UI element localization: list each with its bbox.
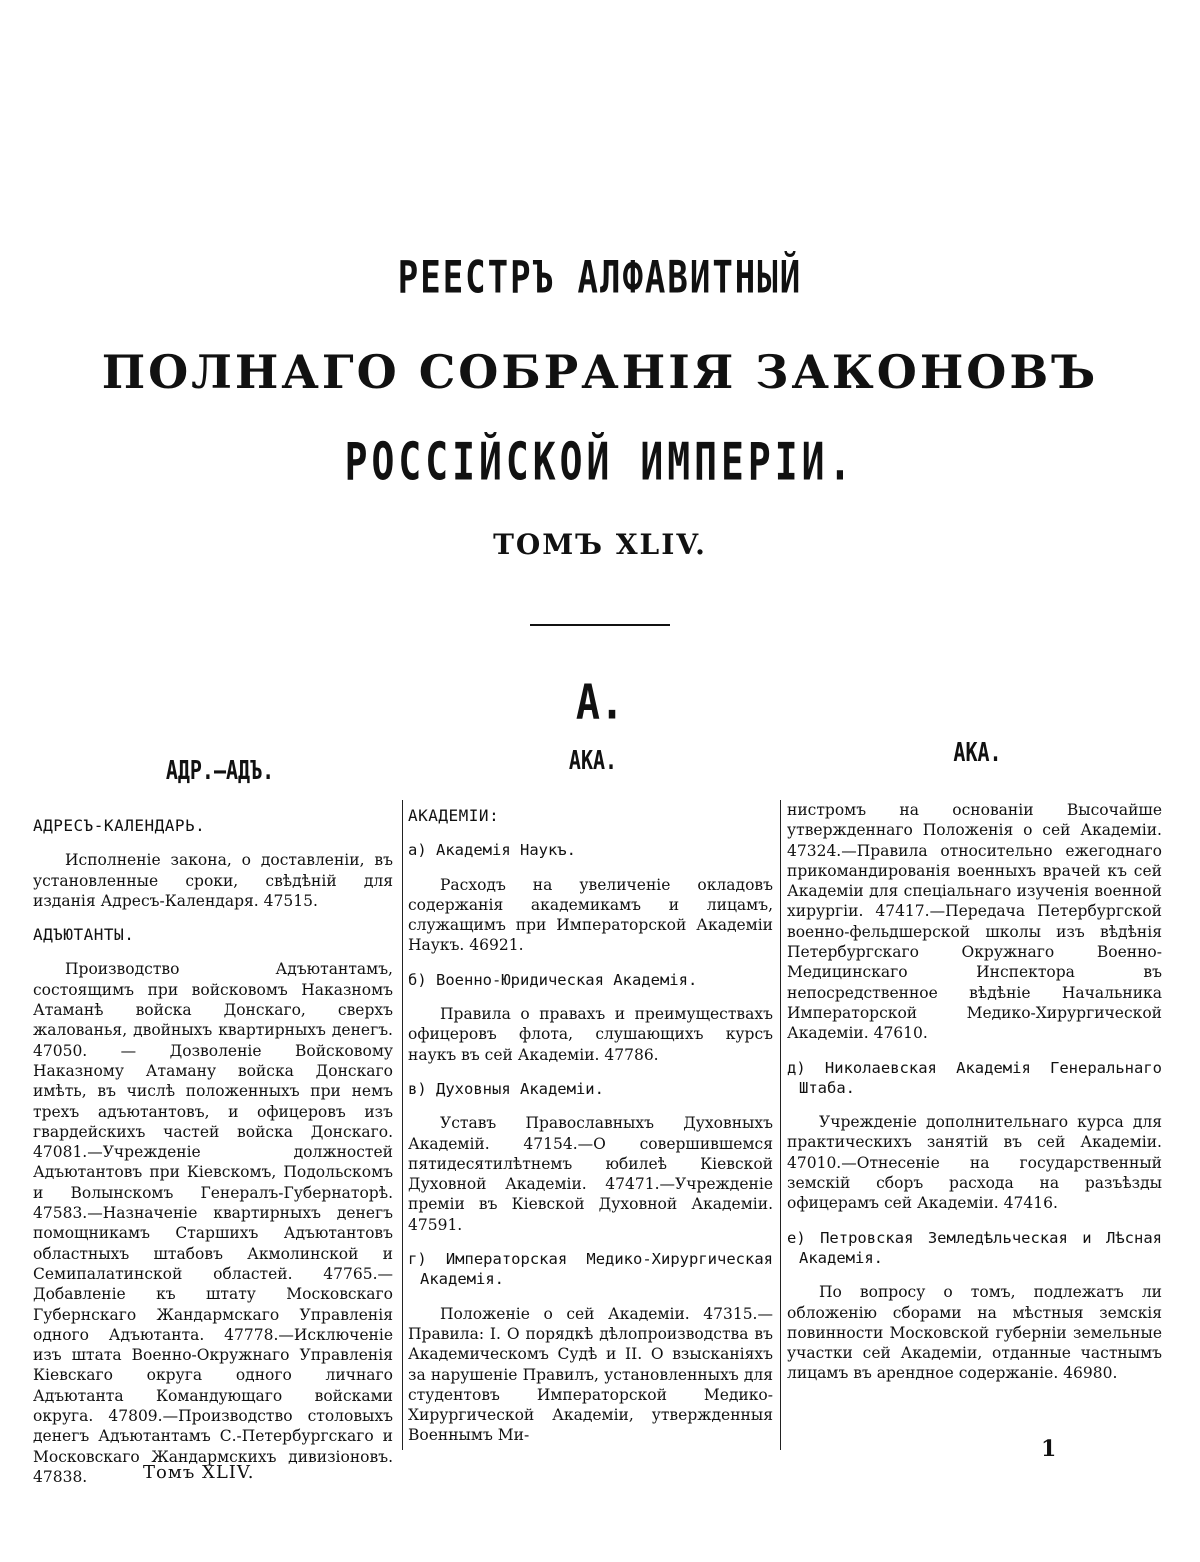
column-divider-2 <box>780 800 781 1450</box>
column-2-body-8: Положеніе о сей Академіи. 47315.—Правила: I. О порядкѣ дѣлопроизводства въ Академическомъ Судѣ и II. О взысканіяхъ за нарушеніе Правилъ, установленныхъ для студентовъ Императорской Медико-Хирургической Академіи, утвержденныя Военнымъ Ми- <box>408 1304 773 1445</box>
column-3-body-4: По вопросу о томъ, подлежатъ ли обложенію сборами на мѣстныя земскія повинности Московской губерніи земельные участки сей Академіи, отданные частнымъ лицамъ въ арендное содержаніе. 46980. <box>787 1283 1162 1383</box>
title-line-1: РЕЕСТРЪ АЛФАВИТНЫЙ <box>397 252 803 304</box>
column-2-sub-3: б) Военно-Юридическая Академія. <box>408 970 698 989</box>
column-1 <box>33 816 393 1487</box>
column-divider-1 <box>402 800 403 1450</box>
column-1-body-3: Производство Адъютантамъ, состоящимъ при войсковомъ Наказномъ Атаманѣ войска Донскаго, сверхъ жалованья, двойныхъ квартирныхъ денегъ. 47050. — Дозволеніе Войсковому Наказному Атаману войска Донскаго имѣть, въ числѣ положенныхъ при немъ трехъ адъютантовъ, и офицеровъ изъ гвардейскихъ частей войска Донскаго. 47081.—Учрежденіе должностей Адъютантовъ при Кіевскомъ, Подольскомъ и Волынскомъ Генералъ-Губернаторѣ. 47583.—Назначеніе квартирныхъ денегъ помощникамъ Старшихъ Адъютантовъ областныхъ штабовъ Акмолинской и Семипалатинской областей. 47765.—Добавленіе къ штату Московскаго Губернскаго Жандармскаго Управленія одного Адъютанта. 47778.—Исключеніе изъ штата Военно-Окружнаго Управленія Кіевскаго округа одного личнаго Адъютанта Командующаго войсками округа. 47809.—Производство столовыхъ денегъ Адъютантамъ С.-Петербургскаго и Московскаго Жандармскихъ дивизіоновъ. 47838. <box>33 960 393 1486</box>
column-2-head-0: АКАДЕМІИ: <box>408 806 500 825</box>
page-number: 1 <box>1041 1436 1057 1462</box>
column-1-head-0: АДРЕСЪ-КАЛЕНДАРЬ. <box>33 816 206 835</box>
column-3-heading: АКА. <box>953 736 1002 768</box>
column-3-sub-3: е) Петровская Земледѣльческая и Лѣсная Академія. <box>787 1228 1162 1267</box>
column-1-body-1: Исполненіе закона, о доставленіи, въ установленные сроки, свѣдѣній для изданія Адресъ-Календаря. 47515. <box>33 851 393 910</box>
volume-title: ТОМЪ XLIV. <box>493 528 707 561</box>
column-1-heading: АДР.—АДЪ. <box>165 754 275 786</box>
column-3 <box>787 800 1162 1384</box>
column-2-sub-1: а) Академія Наукъ. <box>408 841 576 860</box>
column-3-cont-0: нистромъ на основаніи Высочайше утвержденнаго Положенія о сей Академіи. 47324.—Правила относительно ежегоднаго прикомандированія военныхъ врачей къ сей Академіи для спеціальнаго изученія военной хирургіи. 47417.—Передача Петербургской военно-фельдшерской школы изъ вѣдѣнія Петербургскаго Окружнаго Военно-Медицинскаго Инспектора въ непосредственное вѣдѣніе Начальника Императорской Медико-Хирургической Академіи. 47610. <box>787 801 1162 1043</box>
title-line-3: РОССІЙСКОЙ ИМПЕРІИ. <box>344 432 856 492</box>
title-line-2: ПОЛНАГО СОБРАНІЯ ЗАКОНОВЪ <box>101 345 1099 399</box>
column-2-sub-7: г) Императорская Медико-Хирургическая Академія. <box>408 1250 773 1289</box>
volume-signature: Томъ XLIV. <box>143 1462 255 1483</box>
column-2-body-4: Правила о правахъ и преимуществахъ офицеровъ флота, слушающихъ курсъ наукъ въ сей Академіи. 47786. <box>408 1005 773 1064</box>
section-letter: А. <box>575 675 625 731</box>
column-1-head-2: АДЪЮТАНТЫ. <box>33 925 135 945</box>
column-2-heading: АКА. <box>568 744 618 776</box>
title-divider <box>530 624 670 626</box>
column-3-body-2: Учрежденіе дополнительнаго курса для практическихъ занятій въ сей Академіи. 47010.—Отнесеніе на государственный земскій сборъ расхода на разъѣзды офицерамъ сей Академіи. 47416. <box>787 1113 1162 1213</box>
column-2-body-6: Уставъ Православныхъ Духовныхъ Академій. 47154.—О совершившемся пятидесятилѣтнемъ юбилеѣ Кіевской Духовной Академіи. 47471.—Учрежденіе преміи въ Кіевской Духовной Академіи. 47591. <box>408 1114 773 1234</box>
column-2-sub-5: в) Духовныя Академіи. <box>408 1079 604 1098</box>
column-2 <box>408 806 773 1446</box>
column-2-body-2: Расходъ на увеличеніе окладовъ содержанія академикамъ и лицамъ, служащимъ при Императорской Академіи Наукъ. 46921. <box>408 875 773 955</box>
column-3-sub-1: д) Николаевская Академія Генеральнаго Штаба. <box>787 1058 1162 1097</box>
